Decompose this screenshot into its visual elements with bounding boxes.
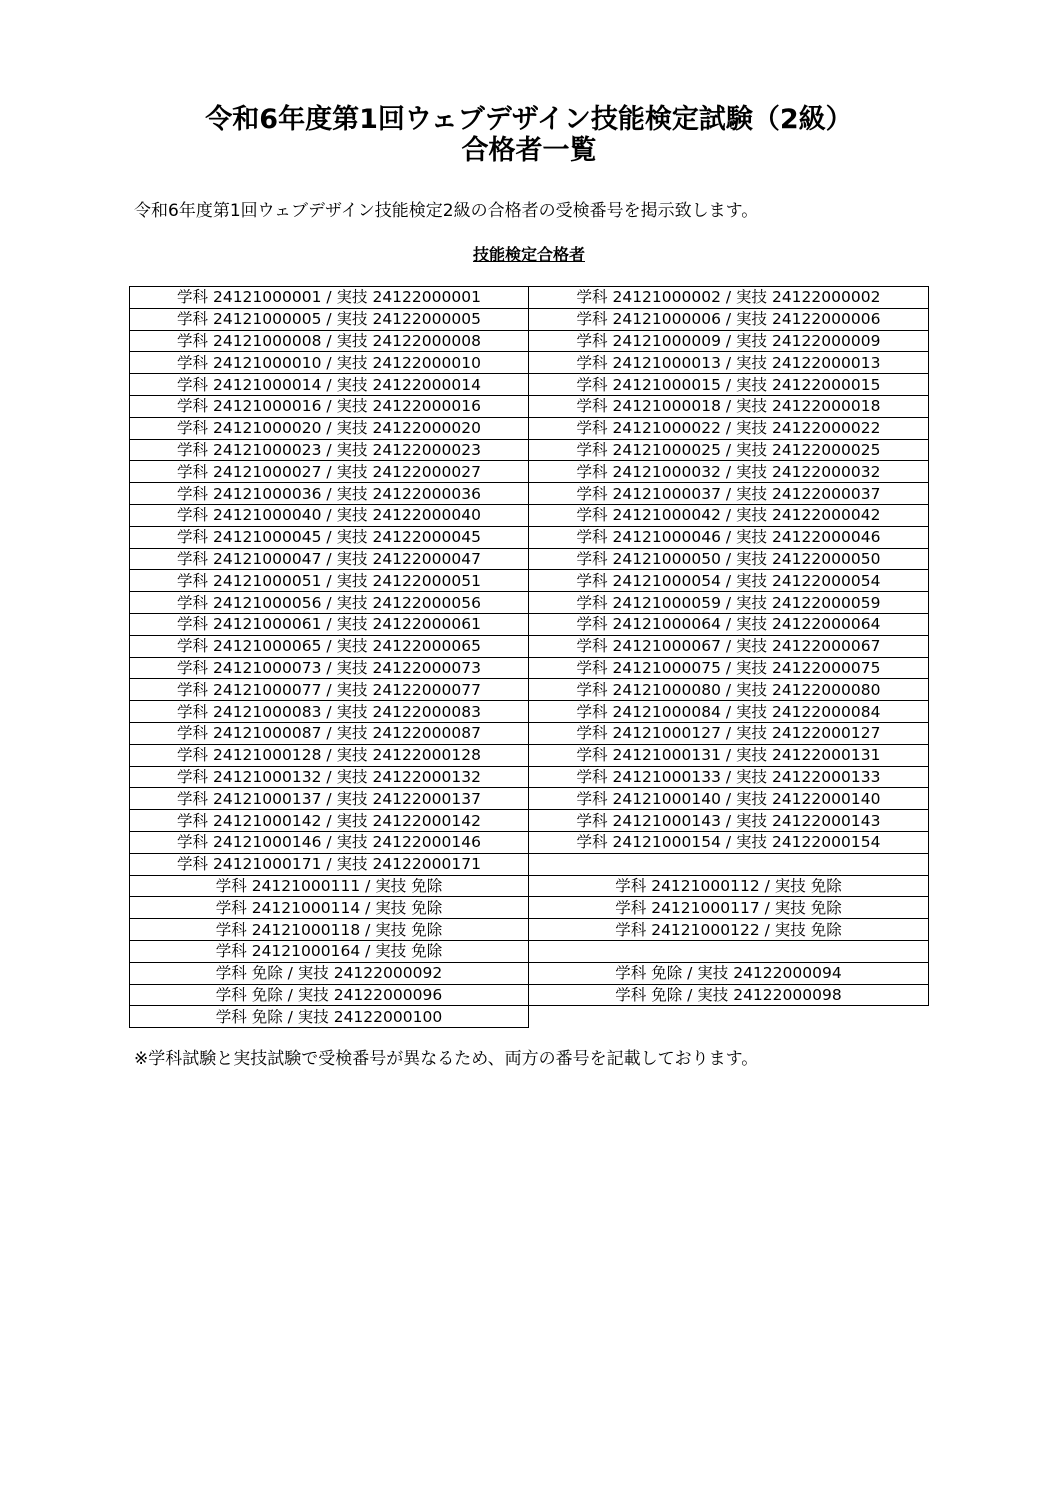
table-cell: 学科 24121000036 / 実技 24122000036 [130,483,529,505]
page-title-line-2: 合格者一覧 [461,135,597,166]
table-cell: 学科 24121000023 / 実技 24122000023 [130,439,529,461]
table-row [130,679,929,701]
table-cell: 学科 免除 / 実技 24122000100 [130,1006,529,1028]
table-row [130,374,929,396]
table-cell: 学科 24121000118 / 実技 免除 [130,919,529,941]
table-cell: 学科 24121000020 / 実技 24122000020 [130,417,529,439]
table-cell: 学科 24121000137 / 実技 24122000137 [130,788,529,810]
table-cell: 学科 24121000114 / 実技 免除 [130,897,529,919]
table-row [130,853,929,875]
table-cell: 学科 24121000080 / 実技 24122000080 [529,679,929,701]
table-cell: 学科 24121000050 / 実技 24122000050 [529,548,929,570]
table-cell: 学科 24121000083 / 実技 24122000083 [130,701,529,723]
table-cell: 学科 24121000051 / 実技 24122000051 [130,570,529,592]
table-cell: 学科 24121000040 / 実技 24122000040 [130,504,529,526]
pass-list-body [130,287,929,1028]
table-row [130,788,929,810]
table-cell: 学科 24121000128 / 実技 24122000128 [130,744,529,766]
table-cell: 学科 24121000009 / 実技 24122000009 [529,330,929,352]
table-cell: 学科 24121000143 / 実技 24122000143 [529,810,929,832]
table-cell: 学科 24121000001 / 実技 24122000001 [130,287,529,309]
table-cell: 学科 免除 / 実技 24122000096 [130,984,529,1006]
table-row [130,526,929,548]
table-cell: 学科 24121000127 / 実技 24122000127 [529,722,929,744]
table-cell: 学科 24121000010 / 実技 24122000010 [130,352,529,374]
table-row [130,766,929,788]
table-cell: 学科 24121000016 / 実技 24122000016 [130,395,529,417]
table-row [130,483,929,505]
table-cell: 学科 24121000047 / 実技 24122000047 [130,548,529,570]
table-row [130,940,929,962]
table-cell: 学科 24121000112 / 実技 免除 [529,875,929,897]
table-cell: 学科 24121000025 / 実技 24122000025 [529,439,929,461]
table-row [130,875,929,897]
table-row [130,592,929,614]
page-title-line-1: 令和6年度第1回ウェブデザイン技能検定試験（2級） [205,104,853,135]
table-cell: 学科 24121000154 / 実技 24122000154 [529,831,929,853]
table-cell: 学科 24121000061 / 実技 24122000061 [130,613,529,635]
table-row [130,1006,929,1028]
table-cell: 学科 24121000008 / 実技 24122000008 [130,330,529,352]
table-cell: 学科 24121000133 / 実技 24122000133 [529,766,929,788]
table-row [130,417,929,439]
table-row [130,657,929,679]
table-cell: 学科 24121000142 / 実技 24122000142 [130,810,529,832]
table-row [130,701,929,723]
table-row [130,461,929,483]
table-cell: 学科 24121000075 / 実技 24122000075 [529,657,929,679]
table-row [130,570,929,592]
table-cell: 学科 24121000077 / 実技 24122000077 [130,679,529,701]
table-row [130,439,929,461]
table-cell: 学科 24121000046 / 実技 24122000046 [529,526,929,548]
table-row [130,897,929,919]
table-row [130,308,929,330]
table-cell: 学科 24121000131 / 実技 24122000131 [529,744,929,766]
table-cell: 学科 24121000084 / 実技 24122000084 [529,701,929,723]
table-cell: 学科 24121000014 / 実技 24122000014 [130,374,529,396]
table-row [130,744,929,766]
table-cell: 学科 24121000067 / 実技 24122000067 [529,635,929,657]
table-cell: 学科 24121000022 / 実技 24122000022 [529,417,929,439]
table-row [130,330,929,352]
intro-text: 令和6年度第1回ウェブデザイン技能検定2級の合格者の受検番号を掲示致します。 [134,201,759,221]
table-row [130,352,929,374]
table-cell: 学科 24121000027 / 実技 24122000027 [130,461,529,483]
table-cell: 学科 24121000002 / 実技 24122000002 [529,287,929,309]
table-row [130,962,929,984]
table-row [130,548,929,570]
table-cell: 学科 免除 / 実技 24122000098 [529,984,929,1006]
page-title [0,104,1058,166]
section-heading: 技能検定合格者 [472,245,585,264]
table-cell: 学科 24121000059 / 実技 24122000059 [529,592,929,614]
table-cell: 学科 24121000032 / 実技 24122000032 [529,461,929,483]
table-cell: 学科 24121000164 / 実技 免除 [130,940,529,962]
table-cell: 学科 24121000073 / 実技 24122000073 [130,657,529,679]
table-cell: 学科 24121000140 / 実技 24122000140 [529,788,929,810]
table-cell: 学科 24121000018 / 実技 24122000018 [529,395,929,417]
table-cell: 学科 免除 / 実技 24122000092 [130,962,529,984]
table-cell: 学科 免除 / 実技 24122000094 [529,962,929,984]
table-cell: 学科 24121000065 / 実技 24122000065 [130,635,529,657]
table-row [130,831,929,853]
table-cell: 学科 24121000013 / 実技 24122000013 [529,352,929,374]
table-row [130,810,929,832]
table-row [130,919,929,941]
pass-list-table [129,286,929,1028]
table-cell: 学科 24121000005 / 実技 24122000005 [130,308,529,330]
table-row [130,984,929,1006]
table-cell-blank [529,1006,929,1028]
table-cell: 学科 24121000122 / 実技 免除 [529,919,929,941]
footnote: ※学科試験と実技試験で受検番号が異なるため、両方の番号を記載しております。 [134,1049,759,1069]
table-cell [529,940,929,962]
table-row [130,504,929,526]
table-cell: 学科 24121000087 / 実技 24122000087 [130,722,529,744]
table-row [130,287,929,309]
table-cell: 学科 24121000037 / 実技 24122000037 [529,483,929,505]
table-cell: 学科 24121000111 / 実技 免除 [130,875,529,897]
table-cell: 学科 24121000132 / 実技 24122000132 [130,766,529,788]
table-cell: 学科 24121000146 / 実技 24122000146 [130,831,529,853]
table-cell: 学科 24121000006 / 実技 24122000006 [529,308,929,330]
table-cell: 学科 24121000117 / 実技 免除 [529,897,929,919]
table-cell: 学科 24121000056 / 実技 24122000056 [130,592,529,614]
table-row [130,635,929,657]
table-row [130,613,929,635]
table-cell: 学科 24121000171 / 実技 24122000171 [130,853,529,875]
table-cell: 学科 24121000045 / 実技 24122000045 [130,526,529,548]
table-cell: 学科 24121000015 / 実技 24122000015 [529,374,929,396]
table-cell: 学科 24121000042 / 実技 24122000042 [529,504,929,526]
table-row [130,395,929,417]
table-cell: 学科 24121000064 / 実技 24122000064 [529,613,929,635]
table-row [130,722,929,744]
table-cell [529,853,929,875]
table-cell: 学科 24121000054 / 実技 24122000054 [529,570,929,592]
